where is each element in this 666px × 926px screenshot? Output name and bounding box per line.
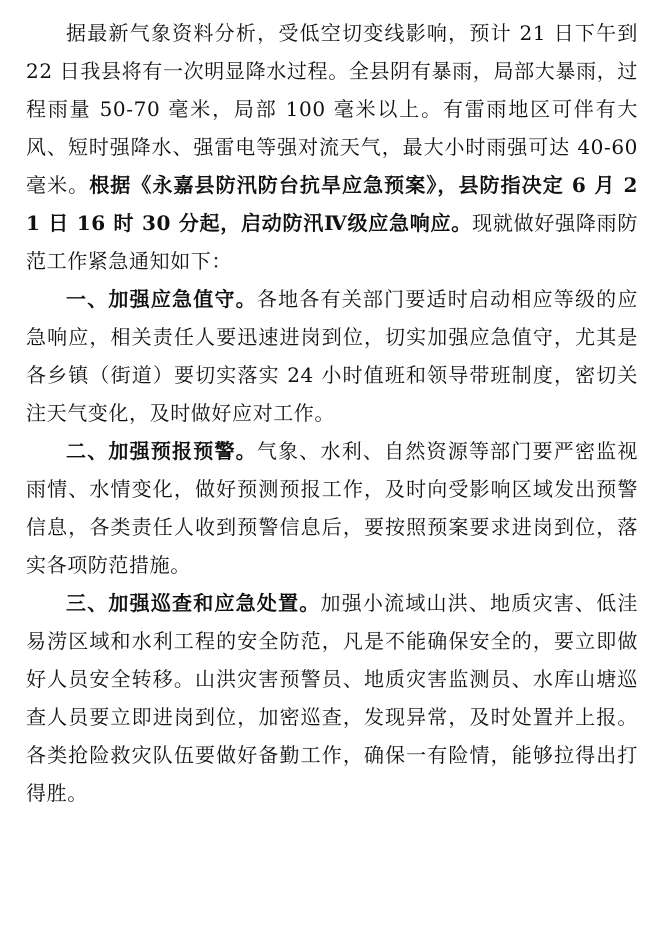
section-2-paragraph: [26, 432, 638, 584]
section-2-body: 气象、水利、自然资源等部门要严密监视雨情、水情变化，做好预测预报工作，及时向受影响区域发出预警信息，各类责任人收到预警信息后，要按照预案要求进岗到位，落实各项防范措施。: [26, 439, 638, 577]
section-3-heading: 三、加强巡查和应急处置。: [66, 591, 321, 615]
intro-bold-text: 根据《永嘉县防汛防台抗旱应急预案》，县防指决定 6 月 21 日 16 时 30 分起，启动防汛Ⅳ级应急响应。: [26, 173, 638, 235]
section-1-body: 各地各有关部门要适时启动相应等级的应急响应，相关责任人要迅速进岗到位，切实加强应急值守，尤其是各乡镇（街道）要切实落实 24 小时值班和领导带班制度，密切关注天气变化，及时做好应对工作。: [26, 287, 638, 425]
section-3-body: 加强小流域山洪、地质灾害、低洼易涝区域和水利工程的安全防范，凡是不能确保安全的，要立即做好人员安全转移。山洪灾害预警员、地质灾害监测员、水库山塘巡查人员要立即进岗到位，加密巡查，发现异常，及时处置并上报。各类抢险救灾队伍要做好备勤工作，确保一有险情，能够拉得出打得胜。: [26, 591, 639, 805]
intro-text-part1: 据最新气象资料分析，受低空切变线影响，预计 21 日下午到 22 日我县将有一次明显降水过程。全县阴有暴雨，局部大暴雨，过程雨量 50-70 毫米，局部 100 毫米以上。有雷雨地区可伴有大风、短时强降水、强雷电等强对流天气，最大小时雨强可达 40-60 毫米。: [26, 21, 638, 197]
section-3-paragraph: [26, 584, 638, 812]
section-1-paragraph: [26, 280, 638, 432]
intro-paragraph: [26, 14, 638, 280]
intro-text-part2: 现就做好强降雨防范工作紧急通知如下：: [26, 211, 638, 273]
section-1-heading: 一、加强应急值守。: [66, 287, 257, 311]
section-2-heading: 二、加强预报预警。: [66, 439, 257, 463]
notice-document: [26, 14, 638, 812]
